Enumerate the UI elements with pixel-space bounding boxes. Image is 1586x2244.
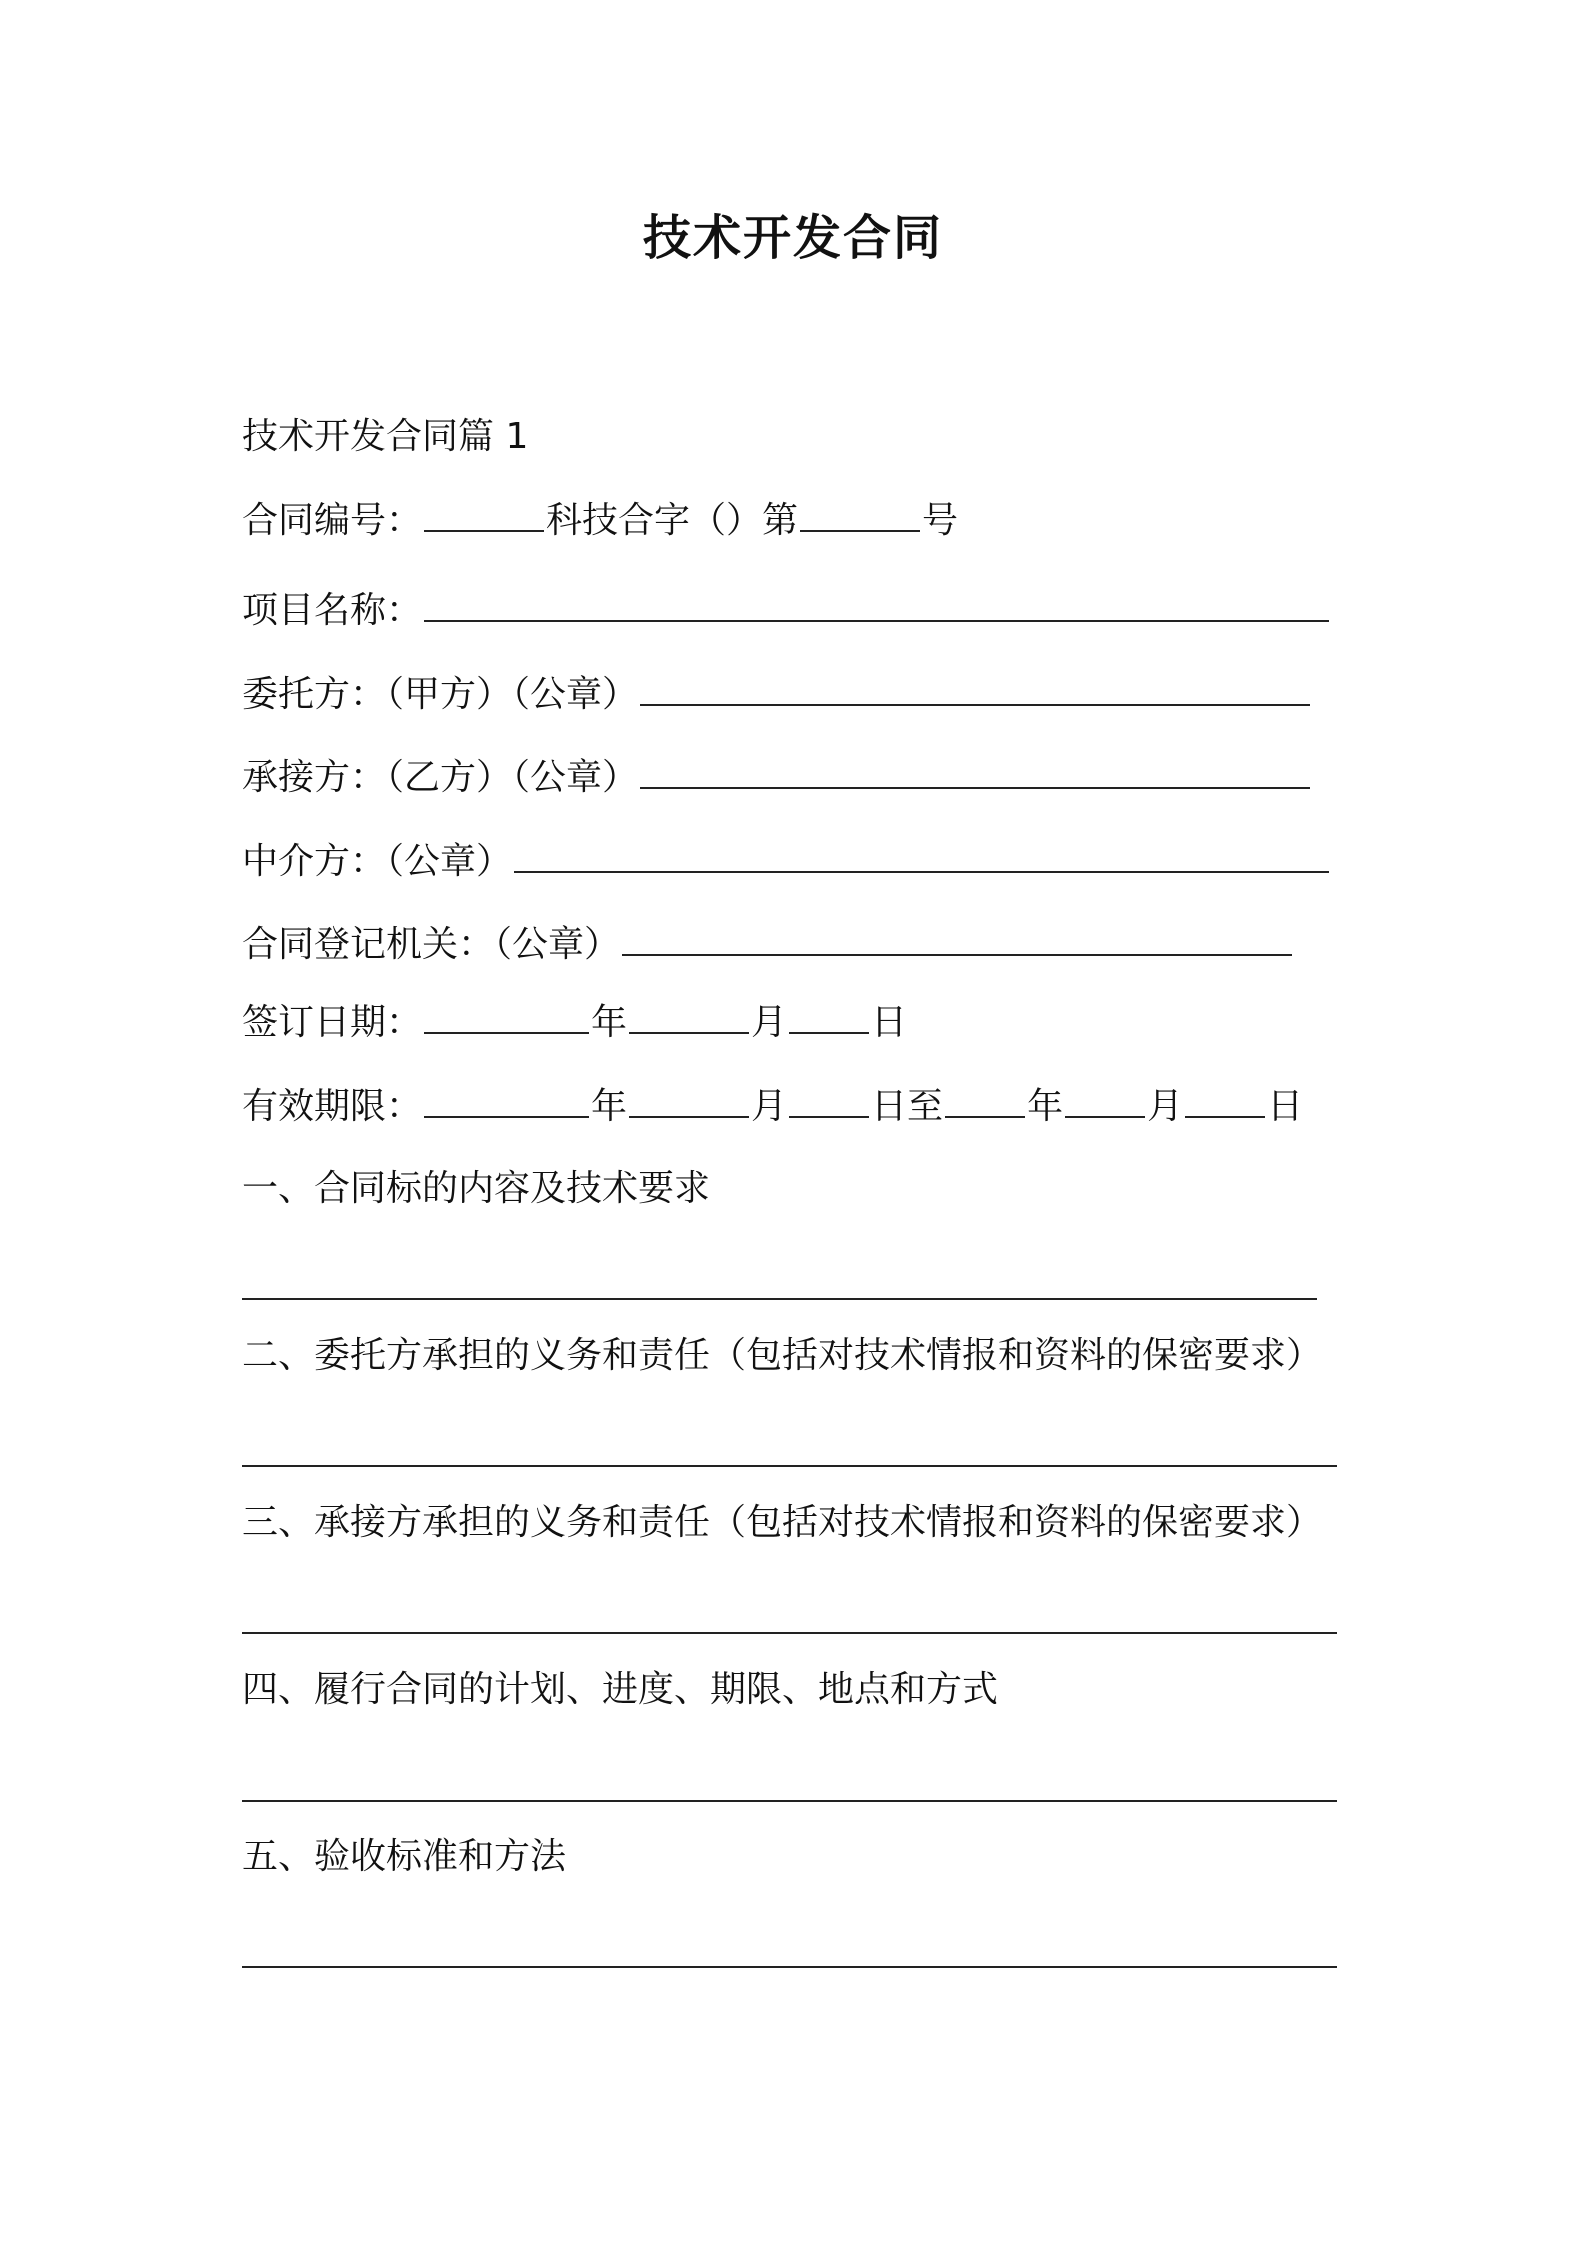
sign-day-label: 日 (871, 1002, 908, 1043)
contract-number-label: 合同编号： (242, 500, 423, 541)
client-row (242, 672, 1312, 718)
contract-number-suffix: 号 (922, 500, 959, 541)
validity-start-day-blank[interactable] (789, 1086, 869, 1118)
project-name-row (242, 588, 1331, 634)
intermediary-blank[interactable] (514, 841, 1329, 873)
contract-number-row (242, 498, 958, 544)
validity-end-month-label: 月 (1147, 1086, 1184, 1127)
section-1-heading: 一、合同标的内容及技术要求 (242, 1168, 711, 1209)
sign-year-label: 年 (591, 1002, 628, 1043)
validity-end-month-blank[interactable] (1065, 1086, 1145, 1118)
validity-day-to-label: 日至 (871, 1086, 944, 1127)
registrar-row (242, 922, 1294, 968)
section-3-heading: 三、承接方承担的义务和责任（包括对技术情报和资料的保密要求） (242, 1502, 1323, 1543)
section-4-blank[interactable] (242, 1800, 1337, 1802)
project-name-blank[interactable] (424, 590, 1329, 622)
section-1-blank[interactable] (242, 1298, 1317, 1300)
document-title: 技术开发合同 (642, 210, 943, 266)
registrar-label: 合同登记机关：（公章） (242, 924, 621, 965)
intermediary-row (242, 839, 1331, 885)
section-2-blank[interactable] (242, 1465, 1337, 1467)
registrar-blank[interactable] (622, 924, 1292, 956)
validity-end-year-blank[interactable] (945, 1086, 1025, 1118)
sign-date-row (242, 1000, 907, 1046)
validity-start-year-label: 年 (591, 1086, 628, 1127)
section-2-heading: 二、委托方承担的义务和责任（包括对技术情报和资料的保密要求） (242, 1335, 1323, 1376)
contractor-label: 承接方：（乙方）（公章） (242, 757, 639, 798)
sign-month-blank[interactable] (629, 1002, 749, 1034)
validity-start-year-blank[interactable] (424, 1086, 589, 1118)
validity-start-month-label: 月 (751, 1086, 788, 1127)
section-5-blank[interactable] (242, 1966, 1337, 1968)
contractor-row (242, 755, 1312, 801)
sign-day-blank[interactable] (789, 1002, 869, 1034)
document-subtitle: 技术开发合同篇 1 (242, 416, 529, 457)
contract-number-blank-2[interactable] (800, 500, 920, 532)
project-name-label: 项目名称： (242, 590, 423, 631)
validity-end-day-label: 日 (1267, 1086, 1304, 1127)
section-4-heading: 四、履行合同的计划、进度、期限、地点和方式 (242, 1669, 999, 1710)
validity-start-month-blank[interactable] (629, 1086, 749, 1118)
contract-number-blank-1[interactable] (424, 500, 544, 532)
sign-date-label: 签订日期： (242, 1002, 423, 1043)
validity-row (242, 1084, 1303, 1130)
sign-month-label: 月 (751, 1002, 788, 1043)
validity-label: 有效期限： (242, 1086, 423, 1127)
section-5-heading: 五、验收标准和方法 (242, 1836, 567, 1877)
contract-number-middle: 科技合字（）第 (546, 500, 799, 541)
sign-year-blank[interactable] (424, 1002, 589, 1034)
client-label: 委托方：（甲方）（公章） (242, 674, 639, 715)
intermediary-label: 中介方：（公章） (242, 841, 513, 882)
section-3-blank[interactable] (242, 1632, 1337, 1634)
validity-end-year-label: 年 (1027, 1086, 1064, 1127)
client-blank[interactable] (640, 674, 1310, 706)
validity-end-day-blank[interactable] (1185, 1086, 1265, 1118)
contractor-blank[interactable] (640, 757, 1310, 789)
